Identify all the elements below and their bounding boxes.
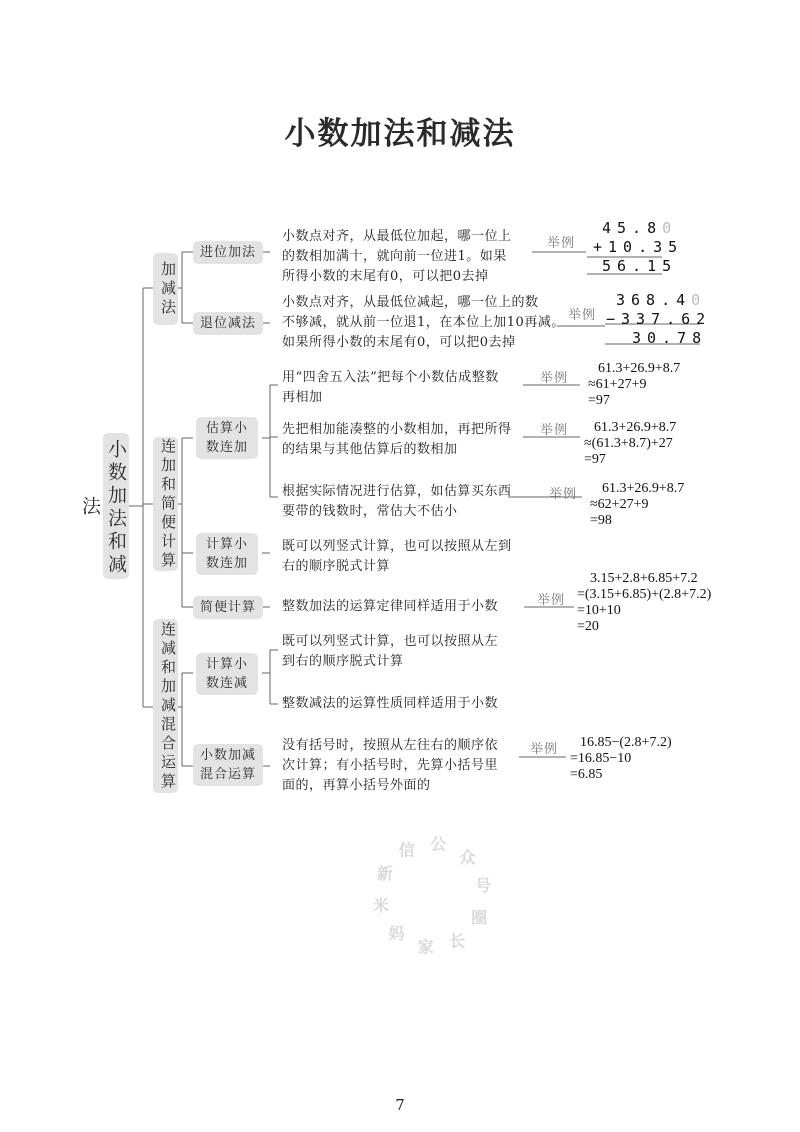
desc-estimate-3 [282,482,512,522]
desc-line: 根据实际情况进行估算，如估算买东西 [282,484,512,499]
desc-line: 到右的顺序脱式计算 [282,654,404,669]
group-add-sub [153,253,178,325]
node-simple [193,596,263,619]
page-title: 小数加法和减法 [284,116,516,152]
minuend: 368.4 [616,291,692,309]
root-label: 小数加法和减法 [79,438,127,577]
math-line: =(3.15+6.85)+(2.8+7.2) [577,587,712,602]
page-number: 7 [395,1096,405,1114]
desc-line: 既可以列竖式计算，也可以按照从左 [282,634,499,649]
node-carry-add [193,241,263,264]
desc-borrow [282,293,565,353]
desc-line: 面的，再算小括号外面的 [282,778,431,793]
desc-line: 如果所得小数的末尾有0，可以把0去掉 [282,335,516,350]
minuend-zero: 0 [691,291,707,309]
stamp-char: 家 [417,937,434,957]
example-estimate-2 [584,420,676,468]
math-line: 61.3+26.9+8.7 [602,481,685,496]
sum-result: 56.15 [602,257,678,275]
math-line: ≈61+27+9 [588,377,647,392]
node-calc-sub-label: 计算小数连减 [205,657,248,691]
node-mixed-calc-label: 小数加减混合运算 [199,748,256,782]
desc-calc-add [282,537,512,577]
desc-line: 既可以列竖式计算，也可以按照从左到 [282,539,512,554]
math-line: 61.3+26.9+8.7 [594,420,677,435]
desc-line: 要带的钱数时，常估大不估小 [282,504,458,519]
math-line: 16.85−(2.8+7.2) [580,735,672,750]
desc-estimate-1 [282,368,499,408]
group-add-sub-label: 加减法 [159,260,177,318]
desc-calc-sub-1 [282,632,498,672]
root-node [79,433,129,579]
example-mixed [570,735,672,783]
stamp-char: 米 [372,895,390,915]
group-continuous-add [153,437,178,571]
node-calc-sub [196,653,258,695]
desc-line: 用“四舍五入法”把每个小数估成整数 [282,370,499,385]
math-line: ≈62+27+9 [590,497,649,512]
group-mixed [153,619,178,793]
example-label: 举例 [549,487,578,502]
node-borrow-sub-label: 退位减法 [199,316,256,331]
node-borrow-sub [193,312,263,335]
node-estimate-label: 估算小数连加 [205,421,248,455]
stamp-char: 公 [430,834,447,854]
desc-line: 整数减法的运算性质同样适用于小数 [282,696,499,711]
example-label: 举例 [540,423,569,438]
example-estimate-3 [590,481,684,529]
example-label: 举例 [537,593,566,608]
addend-1-zero: 0 [662,219,678,237]
difference-result: 30.78 [632,329,708,347]
stamp-char: 信 [398,840,415,860]
desc-line: 右的顺序脱式计算 [282,559,391,574]
desc-carry [282,227,512,287]
stamp-char: 新 [376,864,393,883]
math-line: 61.3+26.9+8.7 [598,361,681,376]
stamp-char: 妈 [388,924,405,943]
node-calc-add [196,533,258,575]
desc-line: 的数相加满十，就向前一位进1。如果 [282,249,507,264]
example-label: 举例 [547,236,576,251]
desc-line: 不够减，就从前一位退1，在本位上加10再减。 [282,315,565,330]
desc-line: 的结果与其他估算后的数相加 [282,442,458,457]
example-label: 举例 [530,742,559,757]
desc-line: 小数点对齐，从最低位加起，哪一位上 [282,229,512,244]
watermark-stamp [362,825,502,965]
desc-line: 先把相加能凑整的小数相加，再把所得 [282,422,512,437]
math-line: =10+10 [577,603,621,618]
node-calc-add-label: 计算小数连加 [205,537,248,571]
plus-sign: + [593,238,609,256]
example-simple [577,571,711,635]
desc-line: 所得小数的末尾有0，可以把0去掉 [282,269,489,284]
desc-line: 小数点对齐，从最低位减起，哪一位上的数 [282,295,539,310]
stamp-char: 号 [474,876,492,896]
addend-1: 45.8 [602,219,663,237]
desc-line: 次计算；有小括号时，先算小括号里 [282,758,499,773]
example-label: 举例 [540,371,569,386]
desc-simple [282,597,498,617]
stamp-char: 长 [449,931,466,951]
node-estimate [196,417,258,459]
stamp-char: 圈 [471,908,488,927]
node-simple-label: 简便计算 [199,600,256,615]
desc-line: 再相加 [282,390,323,405]
example-estimate-1 [588,361,680,409]
math-line: =98 [590,513,612,528]
vertical-subtraction [606,291,711,348]
math-line: =20 [577,619,599,634]
desc-mixed [282,736,498,796]
stamp-char: 众 [459,848,476,867]
example-label: 举例 [568,308,597,323]
minus-sign: − [606,310,622,328]
math-line: =97 [584,452,606,467]
node-carry-add-label: 进位加法 [199,245,256,260]
node-mixed-calc [193,744,263,786]
desc-line: 整数加法的运算定律同样适用于小数 [282,599,499,614]
group-mixed-label: 连减和加减混合运算 [159,620,177,792]
group-continuous-add-label: 连加和简便计算 [159,437,177,571]
desc-estimate-2 [282,420,512,460]
addend-2: 10.35 [608,238,684,256]
math-line: =97 [588,393,610,408]
vertical-addition [593,219,683,276]
math-line: 3.15+2.8+6.85+7.2 [590,571,698,586]
subtrahend: 337.62 [621,310,712,328]
math-line: =16.85−10 [570,751,632,766]
desc-line: 没有括号时，按照从左往右的顺序依 [282,738,499,753]
math-line: =6.85 [570,767,603,782]
desc-calc-sub-2 [282,694,498,714]
math-line: ≈(61.3+8.7)+27 [584,436,673,451]
